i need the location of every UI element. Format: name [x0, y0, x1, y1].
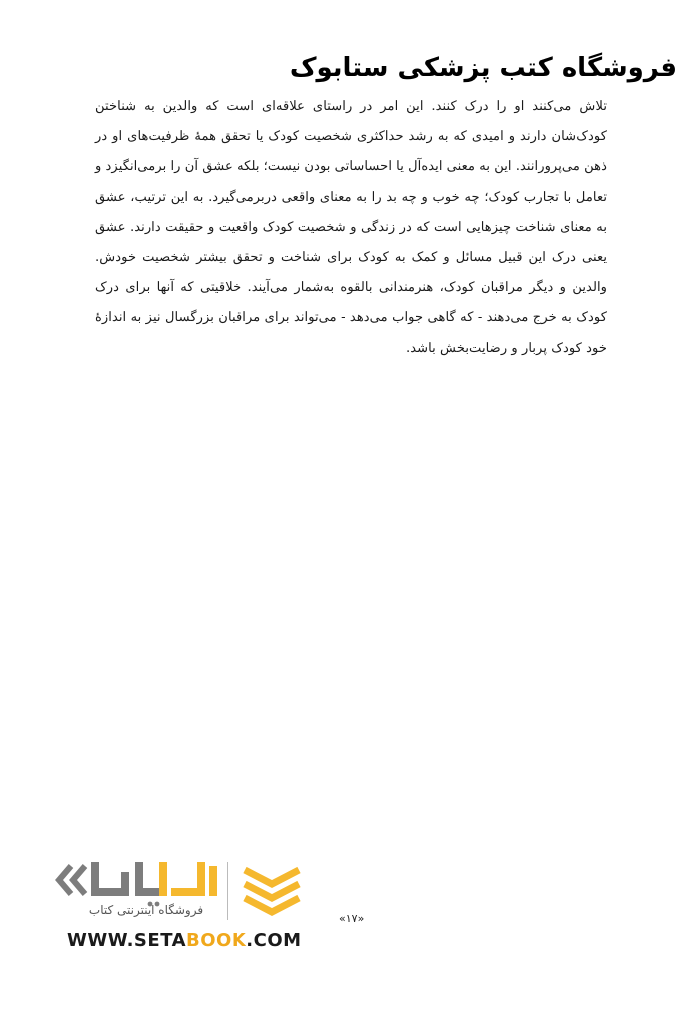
body-paragraph: تلاش می‌کنند او را درک کنند. این امر در راستای علاقه‌ای است که والدین به شناختن کودک‌شان دارند و امیدی که به رشد حداکثری شخصیت کودک یا تحقق همهٔ ظرفیت‌های او در ذهن می‌پرورانند. این به معنی ایده‌آل یا احساساتی بودن نیست؛ بلکه عشق آن را برمی‌انگیزد و تعامل با تجارب کودک؛ چه خوب و چه بد را به معنای واقعی دربرمی‌گیرد. به این ترتیب، عشق به معنای شناخت چیزهایی است که در زندگی و شخصیت کودک واقعیت و حقیقت دارند. عشق یعنی درک این قبیل مسائل و کمک به کودک برای شناخت و تحقق بیشتر شخصیت خودش. والدین و دیگر مراقبان کودک، هنرمندانی بالقوه به‌شمار می‌آیند. خلاقیتی که آنها برای درک کودک به خرج می‌دهند - که گاهی جواب می‌دهد - می‌تواند برای مراقبان بزرگسال نیز به اندازهٔ خود کودک پربار و رضایت‌بخش باشد. — [95, 99, 607, 356]
logo-divider — [227, 862, 228, 920]
body-text — [95, 92, 607, 364]
double-chevron-left-icon — [59, 866, 85, 894]
setabook-logo — [55, 858, 305, 928]
site-url-prefix: WWW.SETA — [67, 930, 187, 951]
site-url — [67, 930, 302, 951]
logo-tagline: فروشگاه اینترنتی کتاب — [88, 903, 204, 917]
page-number: «۱۷» — [339, 912, 365, 925]
page-title: فروشگاه کتب پزشکی ستابوک — [289, 53, 677, 83]
layered-chevron-icon — [241, 860, 303, 918]
site-url-suffix: .COM — [246, 930, 302, 951]
site-url-accent: BOOK — [186, 930, 247, 951]
